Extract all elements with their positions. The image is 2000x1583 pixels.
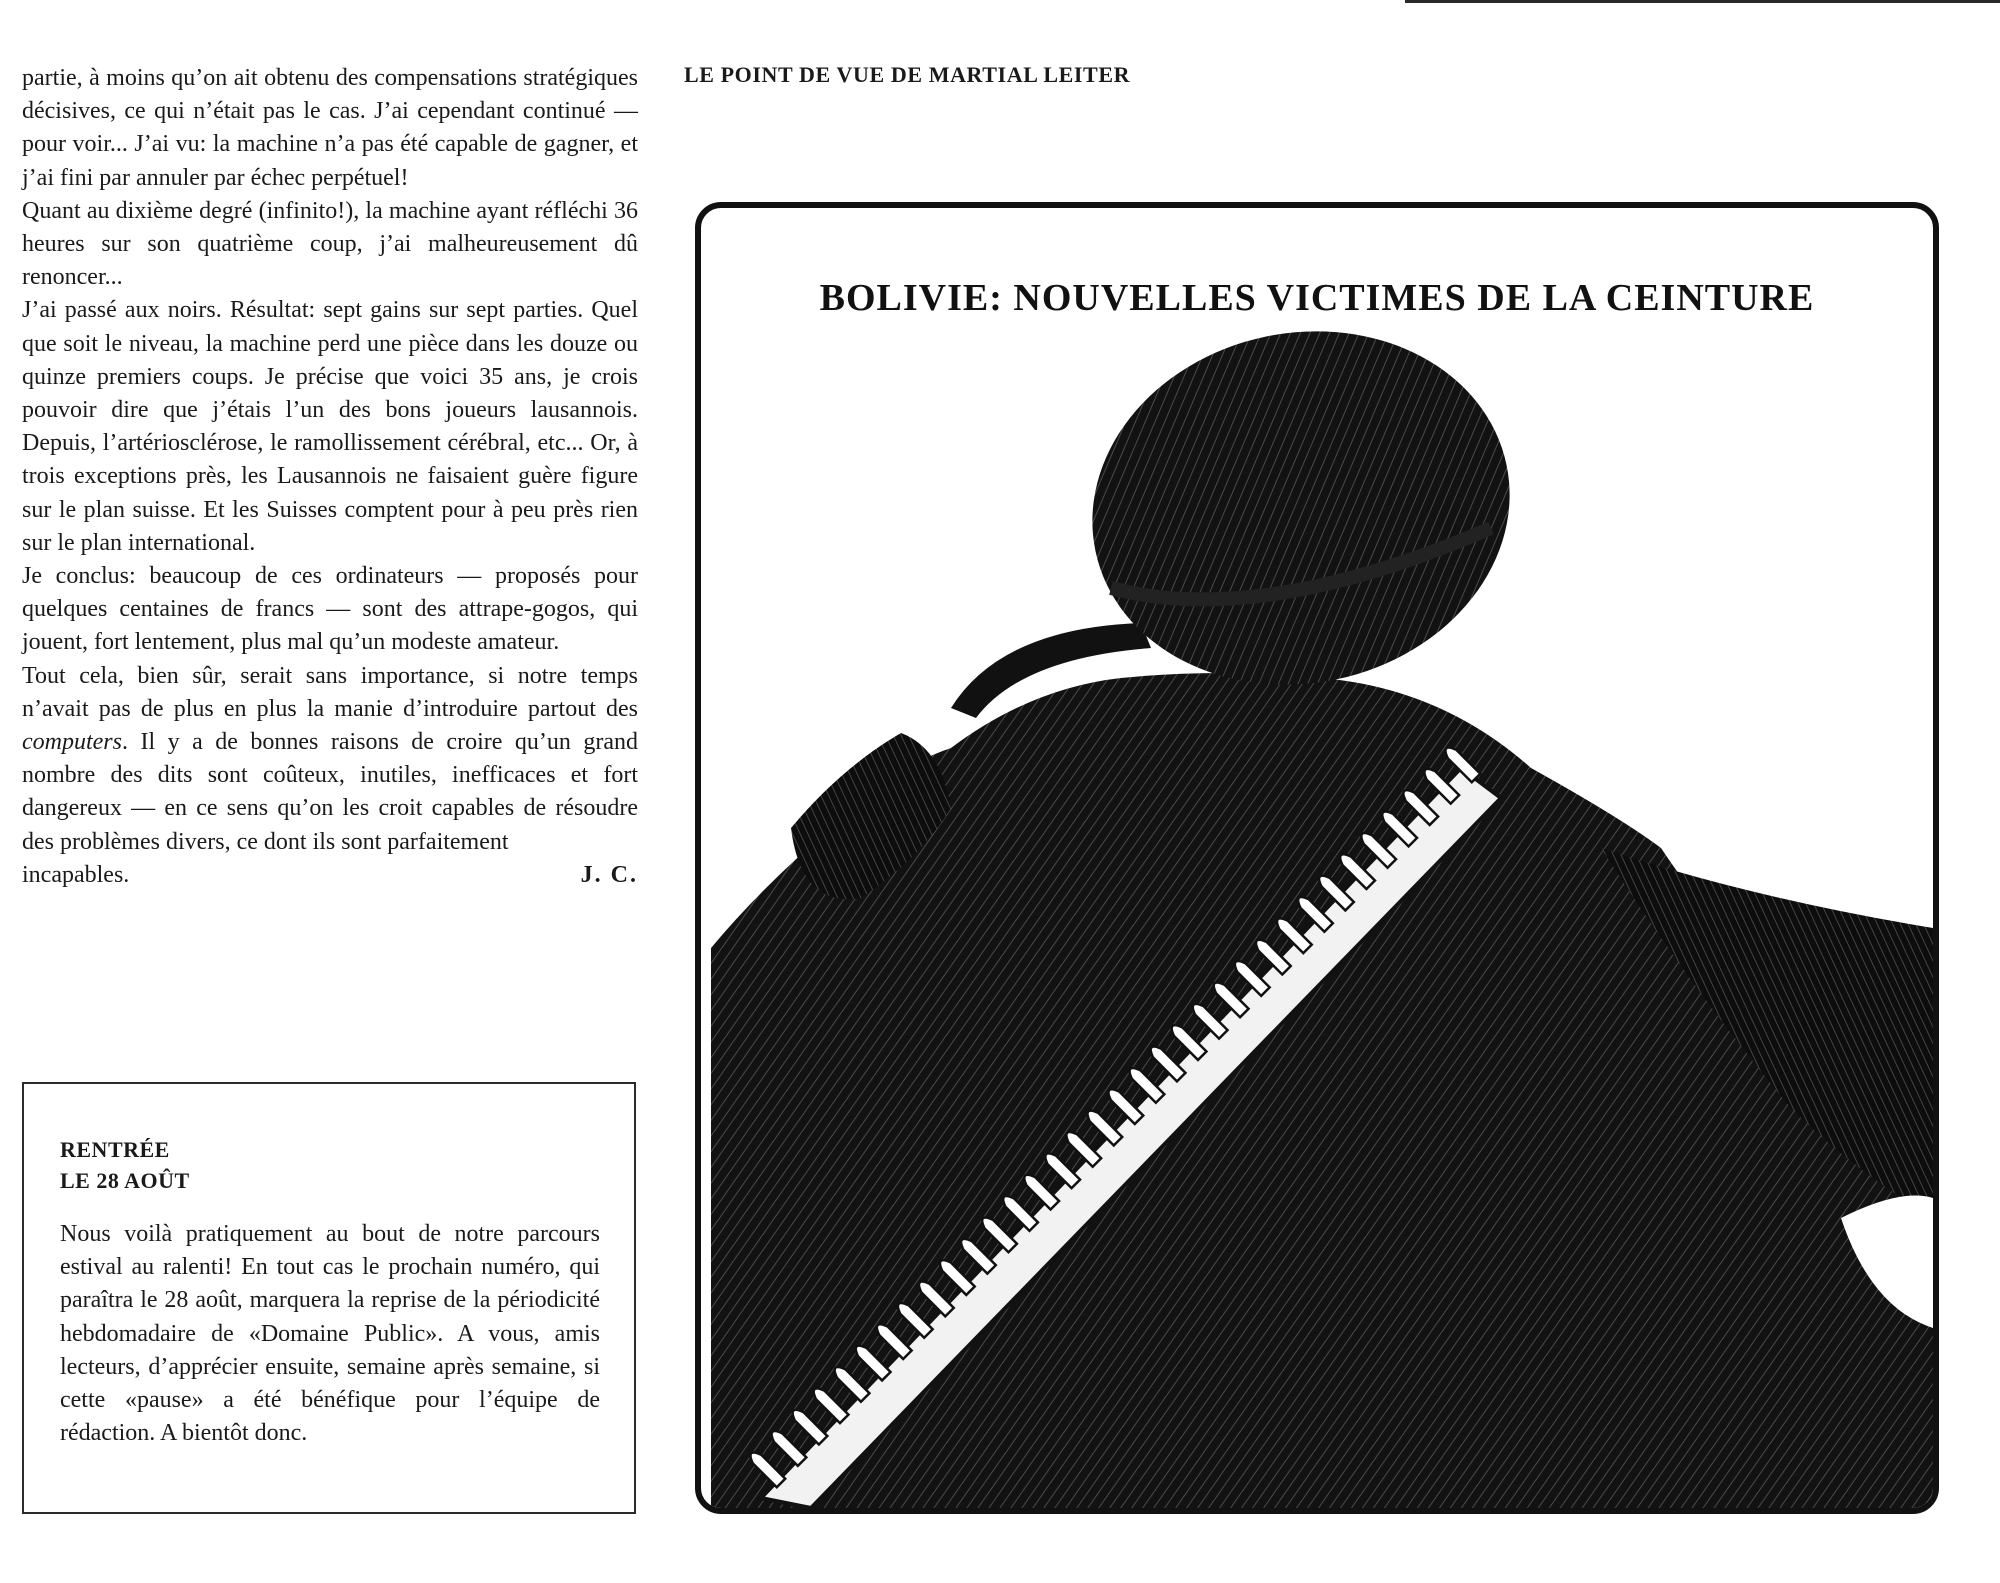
notice-title-line-2: LE 28 AOÛT (60, 1168, 190, 1193)
paragraph-text: Tout cela, bien sûr, serait sans importance, si notre temps n’avait pas de plus en plus la manie d’introduire partout des (22, 662, 638, 722)
article-paragraph-3: J’ai passé aux noirs. Résultat: sept gains sur sept parties. Quel que soit le niveau, la machine perd une pièce dans les douze ou quinze premiers coups. Je précise que voici 35 ans, je crois pouvoir dire que j’étais l’un des bons joueurs lausannois. Depuis, l’artériosclérose, le ramollissement cérébral, etc... Or, à trois exceptions près, les Lausannois ne faisaient guère figure sur le plan suisse. Et les Suisses comptent pour à peu près rien sur le plan international. (22, 297, 638, 556)
cartoon-kicker: LE POINT DE VUE DE MARTIAL LEITER (684, 62, 1131, 87)
top-rule (1405, 0, 2000, 3)
cartoon-title: BOLIVIE: NOUVELLES VICTIMES DE LA CEINTURE (819, 277, 1815, 319)
notice-title-line-1: RENTRÉE (60, 1137, 170, 1162)
author-signature: J. C. (580, 861, 638, 888)
signature-line (22, 859, 638, 892)
article-paragraph-1: partie, à moins qu’on ait obtenu des compensations stratégiques décisives, ce qui n’était pas le cas. J’ai cependant continué — pour voir... J’ai vu: la machine n’a pas été capable de gagner, et j’ai fini par annuler par échec perpétuel! (22, 65, 638, 191)
cartoon-frame (695, 202, 1939, 1514)
article-paragraph-5 (22, 660, 638, 859)
cartoon-drawing (701, 208, 1933, 1508)
notice-box (22, 1082, 636, 1514)
notice-title (60, 1134, 190, 1196)
notice-body: Nous voilà pratiquement au bout de notre parcours estival au ralenti! En tout cas le prochain numéro, qui paraîtra le 28 août, marquera la reprise de la périodicité hebdomadaire de «Domaine Public». A vous, amis lecteurs, d’apprécier ensuite, semaine après semaine, si cette «pause» a été bénéfique pour l’équipe de rédaction. A bientôt donc. (60, 1221, 600, 1447)
italic-word: computers (22, 729, 122, 756)
article-column (22, 62, 638, 892)
helmet (1059, 293, 1543, 723)
paragraph-text: . Il y a de bonnes raisons de croire qu’un grand nombre des dits sont coûteux, inutiles, inefficaces et fort dangereux — en ce sens qu’on les croit capables de résoudre des problèmes divers, ce dont ils sont parfaitement (22, 729, 638, 855)
article-paragraph-4: Je conclus: beaucoup de ces ordinateurs — proposés pour quelques centaines de francs — sont des attrape-gogos, qui jouent, fort lentement, plus mal qu’un modeste amateur. (22, 563, 638, 656)
article-paragraph-2: Quant au dixième degré (infinito!), la machine ayant réfléchi 36 heures sur son quatrième coup, j’ai malheureusement dû renoncer... (22, 197, 638, 291)
closing-word: incapables. (22, 861, 130, 888)
